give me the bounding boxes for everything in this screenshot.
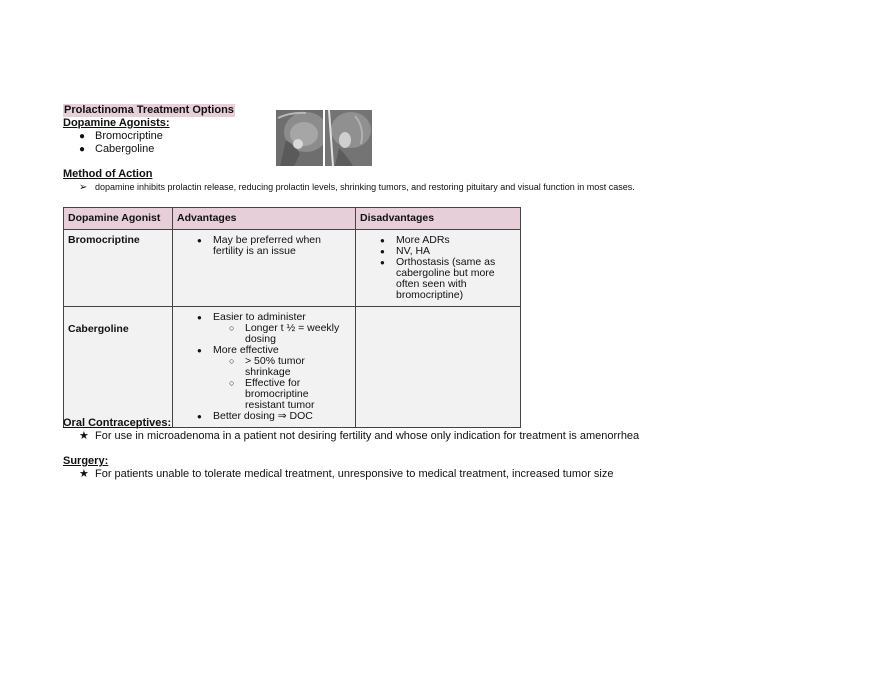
list-item: ● Better dosing ⇒ DOC [177,411,351,422]
column-header: Advantages [173,208,356,230]
bullet-icon: ● [79,131,86,142]
list-item: ● NV, HA [360,246,516,257]
table-header-row [64,208,521,230]
advantages-cell [173,230,356,307]
list-item: ★ For use in microadenoma in a patient not desiring fertility and whose only indication for treatment is amenorrhea [79,430,640,442]
document-title: Prolactinoma Treatment Options [64,104,234,116]
document-page: Prolactinoma Treatment Options Dopamine Agonists: ● Bromocriptine ● Cabergoline Method of Action ➢ dopamine inhibits prolactin release, reducing prolactin levels, shrinking tumors, and restoring pituitary and visual function in most cases. Dopamine Agonist Advantages Disadvantages Bromocriptine ● May be preferred when fertility is an issue ● More ADRs ● NV, HA ● Orthostasis (same as cabergoline but more often seen with bromocriptine) Cabergoline ● Easier to administer ○ Longer t ½ = weekly dosing ● More effective ○ > 50% tumor shrinkage ○ Effective for bromocriptine resistant tumor ● Better dosing ⇒ DOC Oral Contraceptives: ★ For use in microadenoma in a patient not desiring fertility and whose only indication for treatment is amenorrhea Surgery: ★ For patients unable to tolerate medical treatment, unresponsive to medical treatment, increased tumor size [0,0,880,680]
list-item: ● More effective ○ > 50% tumor shrinkage ○ Effective for bromocriptine resistant tumor [177,345,351,411]
drug-name-cell: Cabergoline [64,307,173,428]
star-bullet-icon: ★ [79,468,89,480]
column-header: Disadvantages [356,208,521,230]
mri-image-sagittal [276,110,323,166]
sub-list-item: ○ Longer t ½ = weekly dosing [213,323,351,345]
sub-list-item: ○ > 50% tumor shrinkage [213,356,351,378]
star-bullet-icon: ★ [79,430,89,442]
drug-name-cell: Bromocriptine [64,230,173,307]
bullet-icon: ● [79,144,86,155]
sub-list-item: ○ Effective for bromocriptine resistant tumor [213,378,351,411]
mri-image-sagittal-2 [325,110,372,166]
list-item: ● Easier to administer ○ Longer t ½ = weekly dosing [177,312,351,345]
column-header: Dopamine Agonist [64,208,173,230]
mri-images [276,110,372,166]
dopamine-agonists-heading: Dopamine Agonists: [63,117,170,129]
treatment-table [63,207,521,428]
arrow-bullet-icon: ➢ [79,182,88,193]
table-row [64,230,521,307]
method-of-action-heading: Method of Action [63,168,153,180]
disadvantages-cell [356,307,521,428]
disadvantages-cell [356,230,521,307]
surgery-heading: Surgery: [63,455,109,467]
list-item: ★ For patients unable to tolerate medical treatment, unresponsive to medical treatment, increased tumor size [79,468,614,480]
advantages-cell [173,307,356,428]
list-item: ● May be preferred when fertility is an issue [177,235,351,257]
list-item: ● More ADRs [360,235,516,246]
table-row [64,307,521,428]
list-item: ● Orthostasis (same as cabergoline but more often seen with bromocriptine) [360,257,516,301]
oral-contraceptives-heading: Oral Contraceptives: [63,417,172,429]
